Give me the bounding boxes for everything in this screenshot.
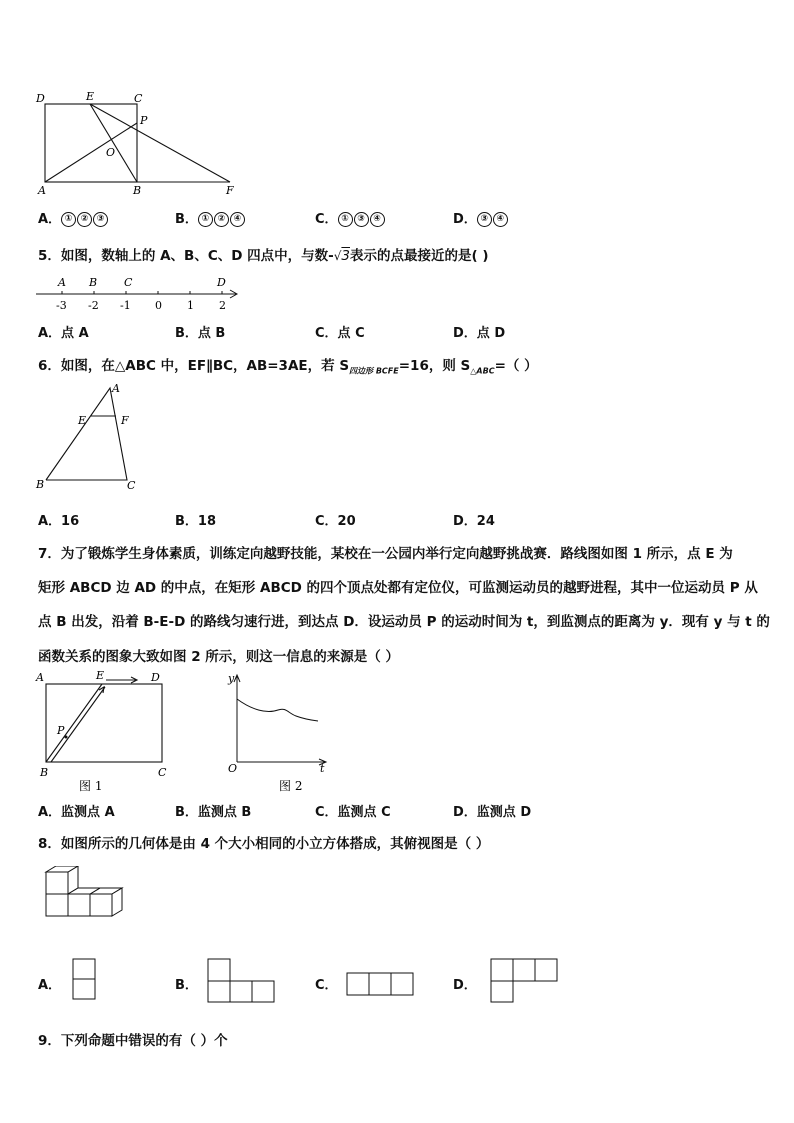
label-B: B xyxy=(133,184,142,194)
label-E: E xyxy=(96,669,105,682)
q8-option-a[interactable]: A． xyxy=(38,978,62,993)
label-P: P xyxy=(140,114,148,127)
q5-option-d[interactable]: D．点 D xyxy=(453,326,506,341)
q5-option-b[interactable]: B．点 B xyxy=(175,326,226,341)
q7-line-1: 7．为了锻炼学生身体素质，训练定向越野技能，某校在一公园内举行定向越野挑战赛．路线图如图 1 所示，点 E 为 xyxy=(38,546,733,562)
point-D: D xyxy=(217,276,226,289)
label-E: E xyxy=(86,90,95,103)
label-E: E xyxy=(78,414,87,427)
axis-y-label: y xyxy=(228,672,235,685)
q9-question: 9．下列命题中错误的有（ ）个 xyxy=(38,1033,228,1049)
tick-label: 1 xyxy=(187,299,194,312)
point-A: A xyxy=(58,276,66,289)
tick-label: -1 xyxy=(120,299,131,312)
figure-1-caption: 图 1 xyxy=(79,779,103,793)
figure-2-caption: 图 2 xyxy=(279,779,303,793)
q5-option-a[interactable]: A．点 A xyxy=(38,326,89,341)
q4-option-a[interactable]: A． ① ② ③ xyxy=(38,208,109,227)
axis-t-label: t xyxy=(320,762,325,775)
q4-option-d[interactable]: D． ③ ④ xyxy=(453,208,509,227)
q7-figure-2 xyxy=(222,666,336,796)
q6-option-b[interactable]: B．18 xyxy=(175,514,216,529)
q7-line-3: 点 B 出发，沿着 B-E-D 的路线匀速行进，到达点 D．设运动员 P 的运动时间为 t，到监测点的距离为 y．现有 y 与 t 的 xyxy=(38,614,770,630)
origin-label: O xyxy=(228,762,238,775)
q4-figure xyxy=(30,86,250,194)
label-B: B xyxy=(40,766,49,779)
q8-option-c[interactable]: C． xyxy=(315,978,338,993)
label-P: P xyxy=(57,724,65,737)
label-O: O xyxy=(106,146,116,159)
q7-option-d[interactable]: D．监测点 D xyxy=(453,805,532,820)
q6-question: 6．如图，在△ABC 中，EF∥BC，AB=3AE，若 $S_{四边形 BCFE}=16$，则 $S_{\triangle ABC}=$（ ） xyxy=(38,358,538,376)
tick-label: 2 xyxy=(219,299,226,312)
q7-line-2: 矩形 ABCD 边 AD 的中点，在矩形 ABCD 的四个顶点处都有定位仪，可监测运动员的越野进程，其中一位运动员 P 从 xyxy=(38,580,758,596)
q7-option-b[interactable]: B．监测点 B xyxy=(175,805,252,820)
label-D: D xyxy=(151,671,160,684)
q7-line-4: 函数关系的图象大致如图 2 所示，则这一信息的来源是（ ） xyxy=(38,649,399,665)
q8-question: 8．如图所示的几何体是由 4 个大小相同的小立方体搭成，其俯视图是（ ） xyxy=(38,836,490,852)
label-F: F xyxy=(226,184,234,194)
label-C: C xyxy=(158,766,167,779)
q7-option-a[interactable]: A．监测点 A xyxy=(38,805,115,820)
tick-label: 0 xyxy=(155,299,162,312)
q5-number-line xyxy=(34,272,246,316)
q6-option-c[interactable]: C．20 xyxy=(315,514,356,529)
label-C: C xyxy=(134,92,143,105)
q6-triangle-figure xyxy=(32,380,152,494)
point-B: B xyxy=(89,276,98,289)
q8-option-b-figure xyxy=(207,958,277,1004)
q5-option-c[interactable]: C．点 C xyxy=(315,326,365,341)
label-A: A xyxy=(36,671,44,684)
q8-option-a-figure xyxy=(72,958,98,1002)
q6-option-d[interactable]: D．24 xyxy=(453,514,495,529)
q4-option-b[interactable]: B． ① ② ④ xyxy=(175,208,246,227)
q8-cube-solid-figure xyxy=(40,866,130,930)
q7-option-c[interactable]: C．监测点 C xyxy=(315,805,391,820)
q8-option-b[interactable]: B． xyxy=(175,978,198,993)
q6-option-a[interactable]: A．16 xyxy=(38,514,80,529)
tick-label: -3 xyxy=(56,299,67,312)
label-A: A xyxy=(38,184,46,194)
label-C: C xyxy=(127,479,136,492)
q8-option-d-figure xyxy=(490,958,560,1004)
q4-option-c[interactable]: C． ① ③ ④ xyxy=(315,208,386,227)
point-C: C xyxy=(124,276,133,289)
tick-label: -2 xyxy=(88,299,99,312)
q7-figure-1 xyxy=(32,666,182,796)
q8-option-d[interactable]: D． xyxy=(453,978,477,993)
label-D: D xyxy=(36,92,45,105)
label-B: B xyxy=(36,478,45,491)
q8-option-c-figure xyxy=(346,972,416,998)
q5-question: 5．如图，数轴上的 A、B、C、D 四点中，与数-√3表示的点最接近的是( ) xyxy=(38,248,489,264)
label-F: F xyxy=(121,414,129,427)
label-A: A xyxy=(112,382,120,395)
